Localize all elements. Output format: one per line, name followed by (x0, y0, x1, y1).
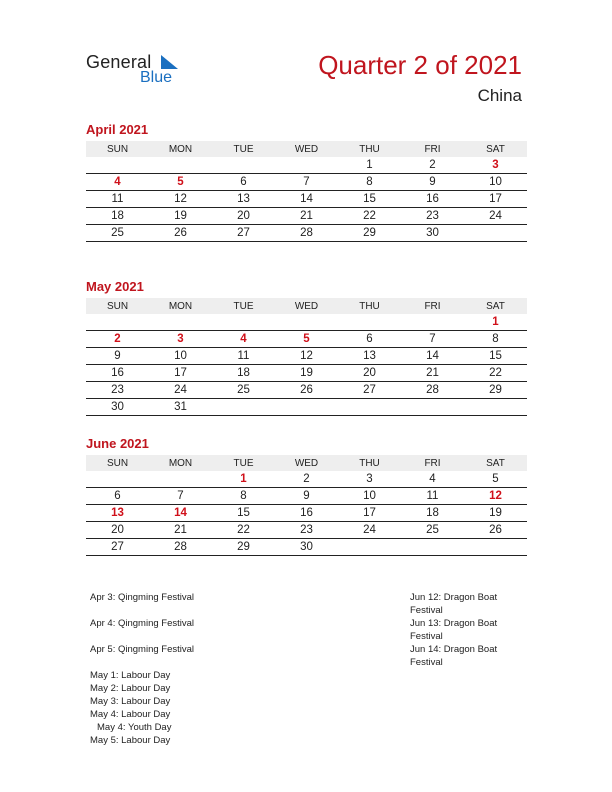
week-row (86, 174, 527, 191)
holiday-note: May 1: Labour Day (90, 670, 171, 681)
holiday-note: Apr 4: Qingming Festival (90, 618, 195, 629)
weekday-header: WED (275, 455, 338, 471)
weekday-header: MON (149, 455, 212, 471)
day-cell: 15 (338, 191, 401, 208)
day-cell: 12 (149, 191, 212, 208)
day-cell: 9 (275, 488, 338, 505)
logo-text-general: General (86, 52, 152, 72)
day-cell: 13 (338, 348, 401, 365)
day-cell: 13 (86, 505, 149, 522)
day-cell: 23 (401, 208, 464, 225)
day-cell: 5 (464, 471, 527, 488)
day-cell: 7 (275, 174, 338, 191)
weekday-header: FRI (401, 455, 464, 471)
month-calendar (86, 436, 526, 556)
weekday-header: MON (149, 141, 212, 157)
day-cell: 27 (86, 539, 149, 556)
day-cell: 5 (149, 174, 212, 191)
holiday-note: May 3: Labour Day (90, 696, 171, 707)
day-cell: 9 (401, 174, 464, 191)
day-cell: 11 (212, 348, 275, 365)
day-cell: 10 (464, 174, 527, 191)
holiday-note: May 2: Labour Day (90, 683, 171, 694)
day-cell: 1 (338, 157, 401, 174)
page-title: Quarter 2 of 2021 (318, 50, 522, 80)
empty-day-cell (86, 314, 149, 331)
weekday-header: TUE (212, 141, 275, 157)
weekday-header: SUN (86, 455, 149, 471)
day-cell: 12 (275, 348, 338, 365)
day-cell: 8 (338, 174, 401, 191)
day-cell: 4 (401, 471, 464, 488)
empty-day-cell (338, 539, 401, 556)
month-title: June 2021 (86, 436, 149, 451)
day-cell: 17 (338, 505, 401, 522)
day-cell: 20 (212, 208, 275, 225)
weekday-header: THU (338, 141, 401, 157)
day-cell: 29 (338, 225, 401, 242)
day-cell: 19 (464, 505, 527, 522)
day-cell: 1 (464, 314, 527, 331)
day-cell: 30 (86, 399, 149, 416)
month-title: May 2021 (86, 279, 144, 294)
empty-day-cell (275, 314, 338, 331)
day-cell: 13 (212, 191, 275, 208)
month-grid (86, 455, 527, 556)
week-row (86, 348, 527, 365)
day-cell: 18 (86, 208, 149, 225)
week-row (86, 208, 527, 225)
day-cell: 15 (212, 505, 275, 522)
empty-day-cell (86, 157, 149, 174)
day-cell: 3 (149, 331, 212, 348)
day-cell: 29 (212, 539, 275, 556)
week-row (86, 399, 527, 416)
day-cell: 26 (464, 522, 527, 539)
empty-day-cell (401, 314, 464, 331)
day-cell: 20 (86, 522, 149, 539)
day-cell: 30 (401, 225, 464, 242)
weekday-header: THU (338, 455, 401, 471)
empty-day-cell (464, 399, 527, 416)
week-row (86, 314, 527, 331)
month-title: April 2021 (86, 122, 149, 137)
weekday-header: MON (149, 298, 212, 314)
day-cell: 24 (149, 382, 212, 399)
empty-day-cell (149, 471, 212, 488)
day-cell: 5 (275, 331, 338, 348)
week-row (86, 157, 527, 174)
empty-day-cell (212, 314, 275, 331)
day-cell: 17 (464, 191, 527, 208)
day-cell: 14 (401, 348, 464, 365)
day-cell: 7 (401, 331, 464, 348)
day-cell: 22 (464, 365, 527, 382)
holiday-note: Apr 3: Qingming Festival (90, 592, 195, 603)
week-row (86, 382, 527, 399)
empty-day-cell (275, 157, 338, 174)
day-cell: 21 (401, 365, 464, 382)
weekday-header: SAT (464, 298, 527, 314)
empty-day-cell (212, 157, 275, 174)
weekday-header: SAT (464, 141, 527, 157)
day-cell: 19 (149, 208, 212, 225)
day-cell: 11 (401, 488, 464, 505)
day-cell: 24 (338, 522, 401, 539)
day-cell: 3 (338, 471, 401, 488)
day-cell: 28 (401, 382, 464, 399)
holiday-note: Apr 5: Qingming Festival (90, 644, 195, 655)
logo-triangle-icon (159, 54, 179, 70)
holiday-note: May 5: Labour Day (90, 735, 171, 746)
day-cell: 2 (86, 331, 149, 348)
day-cell: 6 (212, 174, 275, 191)
holiday-note: Jun 12: Dragon Boat Festival (410, 592, 498, 616)
empty-day-cell (149, 314, 212, 331)
day-cell: 25 (86, 225, 149, 242)
day-cell: 31 (149, 399, 212, 416)
day-cell: 16 (401, 191, 464, 208)
weekday-header: THU (338, 298, 401, 314)
weekday-header: WED (275, 298, 338, 314)
week-row (86, 522, 527, 539)
day-cell: 2 (275, 471, 338, 488)
day-cell: 11 (86, 191, 149, 208)
week-row (86, 191, 527, 208)
day-cell: 10 (149, 348, 212, 365)
day-cell: 25 (212, 382, 275, 399)
day-cell: 6 (86, 488, 149, 505)
day-cell: 19 (275, 365, 338, 382)
generalblue-logo (86, 52, 196, 88)
weekday-header: SAT (464, 455, 527, 471)
holiday-note: Jun 13: Dragon Boat Festival (410, 618, 498, 642)
week-row (86, 365, 527, 382)
day-cell: 29 (464, 382, 527, 399)
day-cell: 23 (275, 522, 338, 539)
day-cell: 14 (275, 191, 338, 208)
day-cell: 7 (149, 488, 212, 505)
day-cell: 12 (464, 488, 527, 505)
day-cell: 17 (149, 365, 212, 382)
day-cell: 18 (401, 505, 464, 522)
day-cell: 16 (275, 505, 338, 522)
day-cell: 8 (464, 331, 527, 348)
country-name: China (477, 86, 522, 105)
holiday-note: May 4: Youth Day (97, 722, 172, 733)
weekday-header: SUN (86, 141, 149, 157)
week-row (86, 505, 527, 522)
empty-day-cell (275, 399, 338, 416)
weekday-header: WED (275, 141, 338, 157)
day-cell: 9 (86, 348, 149, 365)
month-calendar (86, 279, 526, 416)
weekday-header: TUE (212, 298, 275, 314)
holiday-note: Jun 14: Dragon Boat Festival (410, 644, 498, 668)
month-grid (86, 298, 527, 416)
empty-day-cell (212, 399, 275, 416)
day-cell: 1 (212, 471, 275, 488)
day-cell: 21 (275, 208, 338, 225)
empty-day-cell (464, 225, 527, 242)
empty-day-cell (401, 539, 464, 556)
week-row (86, 225, 527, 242)
day-cell: 6 (338, 331, 401, 348)
week-row (86, 539, 527, 556)
day-cell: 21 (149, 522, 212, 539)
day-cell: 4 (212, 331, 275, 348)
day-cell: 3 (464, 157, 527, 174)
weekday-header: SUN (86, 298, 149, 314)
day-cell: 20 (338, 365, 401, 382)
empty-day-cell (464, 539, 527, 556)
day-cell: 30 (275, 539, 338, 556)
day-cell: 15 (464, 348, 527, 365)
day-cell: 16 (86, 365, 149, 382)
day-cell: 8 (212, 488, 275, 505)
day-cell: 22 (338, 208, 401, 225)
weekday-header: TUE (212, 455, 275, 471)
day-cell: 28 (149, 539, 212, 556)
day-cell: 25 (401, 522, 464, 539)
week-row (86, 488, 527, 505)
weekday-header: FRI (401, 141, 464, 157)
empty-day-cell (338, 314, 401, 331)
day-cell: 23 (86, 382, 149, 399)
week-row (86, 331, 527, 348)
day-cell: 27 (212, 225, 275, 242)
month-grid (86, 141, 527, 242)
week-row (86, 471, 527, 488)
day-cell: 22 (212, 522, 275, 539)
empty-day-cell (86, 471, 149, 488)
day-cell: 27 (338, 382, 401, 399)
day-cell: 10 (338, 488, 401, 505)
empty-day-cell (401, 399, 464, 416)
day-cell: 28 (275, 225, 338, 242)
day-cell: 26 (149, 225, 212, 242)
empty-day-cell (338, 399, 401, 416)
day-cell: 4 (86, 174, 149, 191)
day-cell: 14 (149, 505, 212, 522)
day-cell: 18 (212, 365, 275, 382)
day-cell: 2 (401, 157, 464, 174)
holiday-note: May 4: Labour Day (90, 709, 171, 720)
empty-day-cell (149, 157, 212, 174)
logo-text-blue: Blue (140, 69, 173, 86)
day-cell: 26 (275, 382, 338, 399)
day-cell: 24 (464, 208, 527, 225)
month-calendar (86, 122, 526, 242)
weekday-header: FRI (401, 298, 464, 314)
